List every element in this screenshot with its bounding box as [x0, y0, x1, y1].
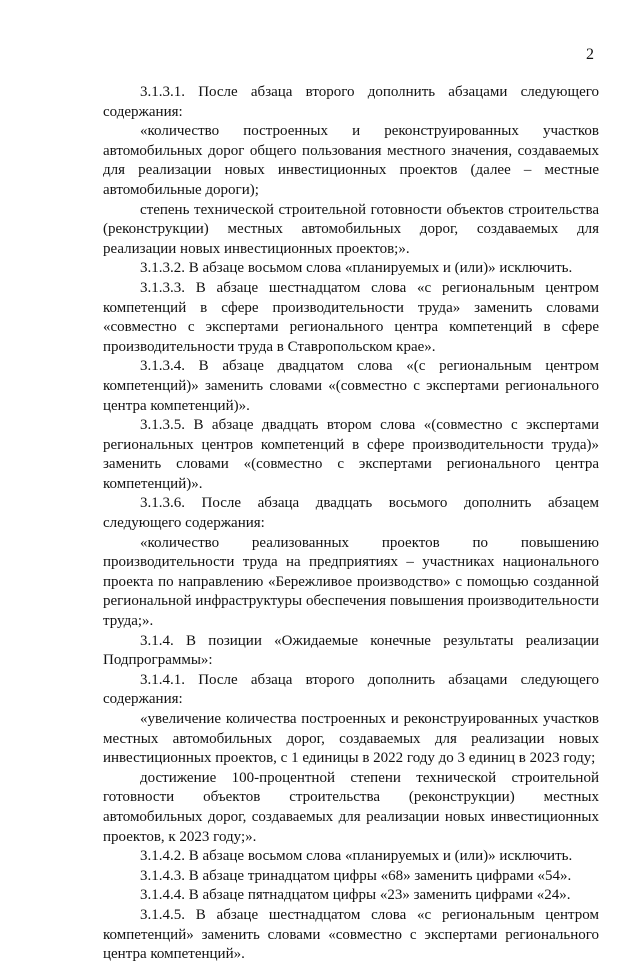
paragraph-3-1-4-1: 3.1.4.1. После абзаца второго дополнить абзацами следующего содержания:: [103, 671, 599, 708]
paragraph-quote-projects-count: «количество реализованных проектов по повышению производительности труда на предприятиях – участниках национального проекта по направлению «Бережливое производство» с помощью созданной региональной инфраструктуры обеспечения повышения производительности труда;».: [103, 534, 599, 630]
document-body: [103, 83, 599, 965]
paragraph-3-1-3-3: 3.1.3.3. В абзаце шестнадцатом слова «с региональным центром компетенций в сфере производительности труда» заменить словами «совместно с экспертами регионального центра компетенций в сфере производительности труда в Ставропольском крае».: [103, 279, 599, 355]
paragraph-quote-roads-count: «количество построенных и реконструированных участков автомобильных дорог общего пользования местного значения, создаваемых для реализации новых инвестиционных проектов (далее – местные автомобильные дороги);: [103, 123, 599, 198]
paragraph-3-1-3-6: 3.1.3.6. После абзаца двадцать восьмого дополнить абзацем следующего содержания:: [103, 495, 599, 532]
paragraph-3-1-3-2: 3.1.3.2. В абзаце восьмом слова «планируемых и (или)» исключить.: [140, 260, 573, 277]
paragraph-quote-roads-increase: «увеличение количества построенных и реконструированных участков местных автомобильных дорог, создаваемых для реализации новых инвестиционных проектов, с 1 единицы в 2022 году до 3 единиц в 2023 году;: [103, 711, 599, 767]
paragraph-3-1-4-4: 3.1.4.4. В абзаце пятнадцатом цифры «23» заменить цифрами «24».: [140, 887, 571, 904]
paragraph-3-1-3-4: 3.1.3.4. В абзаце двадцатом слова «(с региональным центром компетенций)» заменить словами «(совместно с экспертами регионального центра компетенций)».: [103, 358, 599, 414]
paragraph-3-1-3-5: 3.1.3.5. В абзаце двадцать втором слова «(совместно с экспертами региональных центров компетенций в сфере производительности труда)» заменить словами «(совместно с экспертами регионального центра компетенций)».: [103, 417, 599, 492]
paragraph-3-1-3-1: 3.1.3.1. После абзаца второго дополнить абзацами следующего содержания:: [103, 84, 599, 120]
paragraph-3-1-4: 3.1.4. В позиции «Ожидаемые конечные результаты реализации Подпрограммы»:: [103, 632, 599, 669]
paragraph-3-1-4-2: 3.1.4.2. В абзаце восьмом слова «планируемых и (или)» исключить.: [140, 848, 573, 865]
paragraph-readiness-achievement: достижение 100-процентной степени технической строительной готовности объектов строительства (реконструкции) местных автомобильных дорог, создаваемых для реализации новых инвестиционных проектов, к 2023 году;».: [103, 769, 599, 845]
paragraph-3-1-4-5: 3.1.4.5. В абзаце шестнадцатом слова «с региональным центром компетенций» заменить словами «совместно с экспертами регионального центра компетенций».: [103, 906, 599, 963]
paragraph-readiness-degree: степень технической строительной готовности объектов строительства (реконструкции) местных автомобильных дорог, создаваемых для реализации новых инвестиционных проектов;».: [103, 201, 599, 257]
paragraph-3-1-4-3: 3.1.4.3. В абзаце тринадцатом цифры «68» заменить цифрами «54».: [140, 867, 572, 884]
page-number: 2: [586, 46, 594, 63]
